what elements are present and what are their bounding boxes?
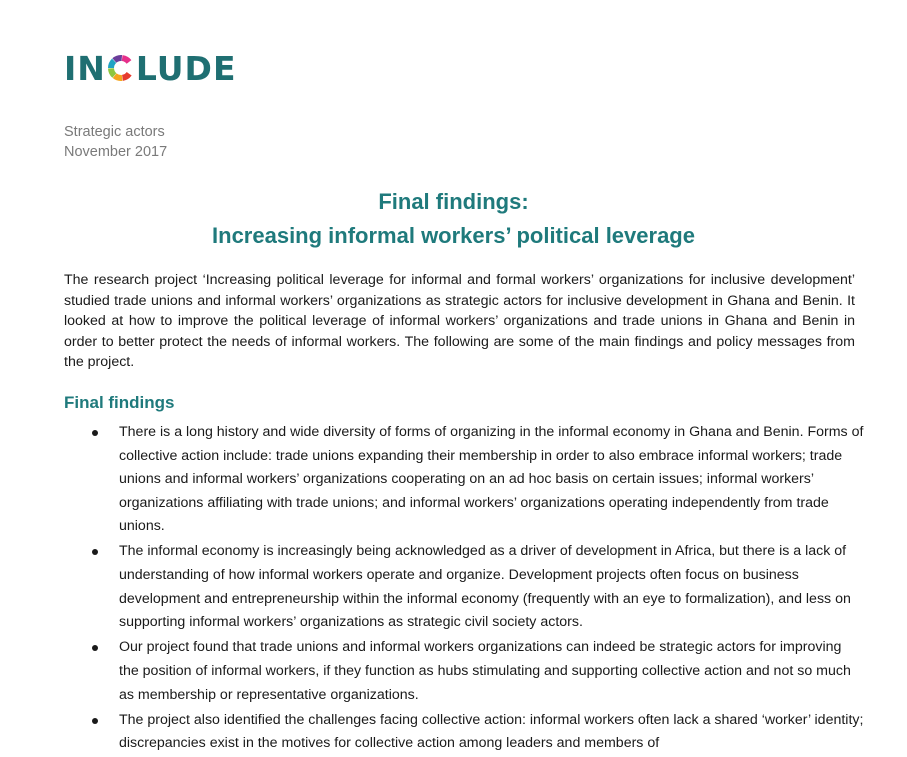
bullet-icon: [92, 645, 98, 651]
bullet-icon: [92, 549, 98, 555]
list-item-text: The project also identified the challenges facing collective action: informal workers often lack a shared ‘worker’ identity; discrepancies exist in the motives for collective action among leaders and members of: [119, 711, 864, 752]
document-meta: [64, 122, 167, 162]
document-category: Strategic actors: [64, 124, 165, 140]
logo-ring-segment: [122, 58, 129, 62]
list-item-text: Our project found that trade unions and informal workers organizations can indeed be strategic actors for improving the position of informal workers, if they function as hubs stimulating and supporting collective action and not so much as membership or representative organizations.: [119, 639, 851, 703]
list-item-text: There is a long history and wide diversity of forms of organizing in the informal economy in Ghana and Benin. Forms of collective action include: trade unions expanding their membership in order to also embrace informal workers; trade unions and informal workers’ organizations cooperating on an ad hoc basis on certain issues; informal workers’ organizations affiliating with trade unions; and informal workers’ organizations operating independently from trade unions.: [119, 424, 864, 535]
list-item: [64, 636, 864, 707]
list-item: [64, 540, 864, 634]
logo-text-end: LUDE: [135, 48, 237, 88]
logo-ring-segment: [115, 76, 123, 78]
title-line-1: Final findings:: [378, 189, 529, 214]
list-item: [64, 709, 864, 756]
bullet-icon: [92, 718, 98, 724]
include-logo: [64, 48, 237, 88]
intro-paragraph: The research project ‘Increasing political leverage for informal and formal workers’ organizations for inclusive development’ studied trade unions and informal workers’ organizations as strategic actors for inclusive development in Ghana and Benin. It looked at how to improve the political leverage of informal workers’ organizations and trade unions in Ghana and Benin in order to better protect the needs of informal workers. The following are some of the main findings and policy messages from the project.: [64, 272, 855, 371]
page-title: [0, 185, 907, 253]
logo-ring-segment: [114, 58, 121, 61]
findings-list: [64, 421, 864, 757]
section-heading-final-findings: Final findings: [64, 393, 175, 412]
logo-ring-segment: [111, 61, 114, 68]
list-item: [64, 421, 864, 539]
document-date: November 2017: [64, 144, 168, 160]
logo-c-ring-icon: [108, 54, 134, 82]
title-line-2: Increasing informal workers’ political leverage: [212, 223, 695, 248]
logo-text-start: IN: [64, 48, 106, 88]
logo-ring-segment: [111, 68, 114, 75]
bullet-icon: [92, 430, 98, 436]
logo-ring-segment: [122, 74, 129, 78]
list-item-text: The informal economy is increasingly being acknowledged as a driver of development in Africa, but there is a lack of understanding of how informal workers operate and organize. Development projects often focus on business development and entrepreneurship within the informal economy (frequently with an eye to formalization), and less on supporting informal workers’ organizations as strategic civil society actors.: [119, 543, 851, 631]
